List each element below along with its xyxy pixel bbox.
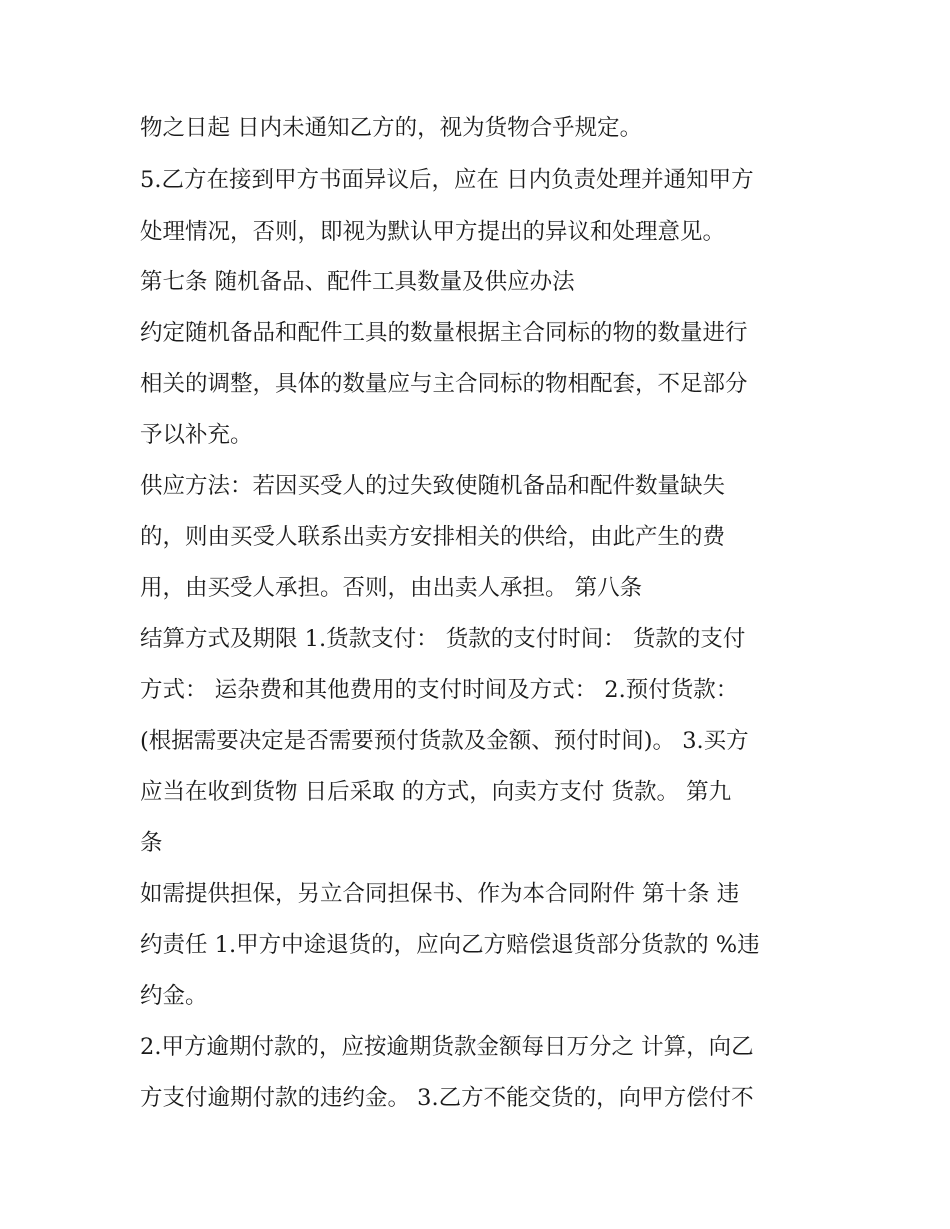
text-line: 相关的调整，具体的数量应与主合同标的物相配套，不足部分 (140, 371, 748, 397)
section-heading: 第七条 随机备品、配件工具数量及供应办法 (140, 269, 575, 295)
text-line: 处理情况，否则，即视为默认甲方提出的异议和处理意见。 (140, 219, 726, 245)
text-line: 予以补充。 (140, 422, 253, 448)
text-line: 的，则由买受人联系出卖方安排相关的供给，由此产生的费 (140, 524, 726, 550)
text-line: 约金。 (140, 983, 208, 1009)
text-line: 供应方法：若因买受人的过失致使随机备品和配件数量缺失 (140, 473, 726, 499)
text-line: 约责任 1.甲方中途退货的，应向乙方赔偿退货部分货款的 %违 (140, 932, 760, 958)
text-line: 条 (140, 830, 163, 856)
text-line: 5.乙方在接到甲方书面异议后，应在 日内负责处理并通知甲方 (140, 167, 754, 193)
text-line: 结算方式及期限 1.货款支付： 货款的支付时间： 货款的支付 (140, 626, 746, 652)
text-line: 应当在收到货物 日后采取 的方式，向卖方支付 货款。 第九 (140, 779, 732, 805)
text-line: (根据需要决定是否需要预付货款及金额、预付时间)。 3.买方 (140, 728, 749, 754)
text-line: 方式： 运杂费和其他费用的支付时间及方式： 2.预付货款： (140, 677, 739, 703)
text-line: 如需提供担保，另立合同担保书、作为本合同附件 第十条 违 (140, 881, 740, 907)
text-line: 2.甲方逾期付款的，应按逾期货款金额每日万分之 计算，向乙 (140, 1034, 754, 1060)
text-line: 约定随机备品和配件工具的数量根据主合同标的物的数量进行 (140, 320, 748, 346)
text-line: 用，由买受人承担。否则，由出卖人承担。 第八条 (140, 575, 643, 601)
text-line: 方支付逾期付款的违约金。 3.乙方不能交货的，向甲方偿付不 (140, 1085, 754, 1111)
text-line: 物之日起 日内未通知乙方的，视为货物合乎规定。 (140, 115, 643, 141)
